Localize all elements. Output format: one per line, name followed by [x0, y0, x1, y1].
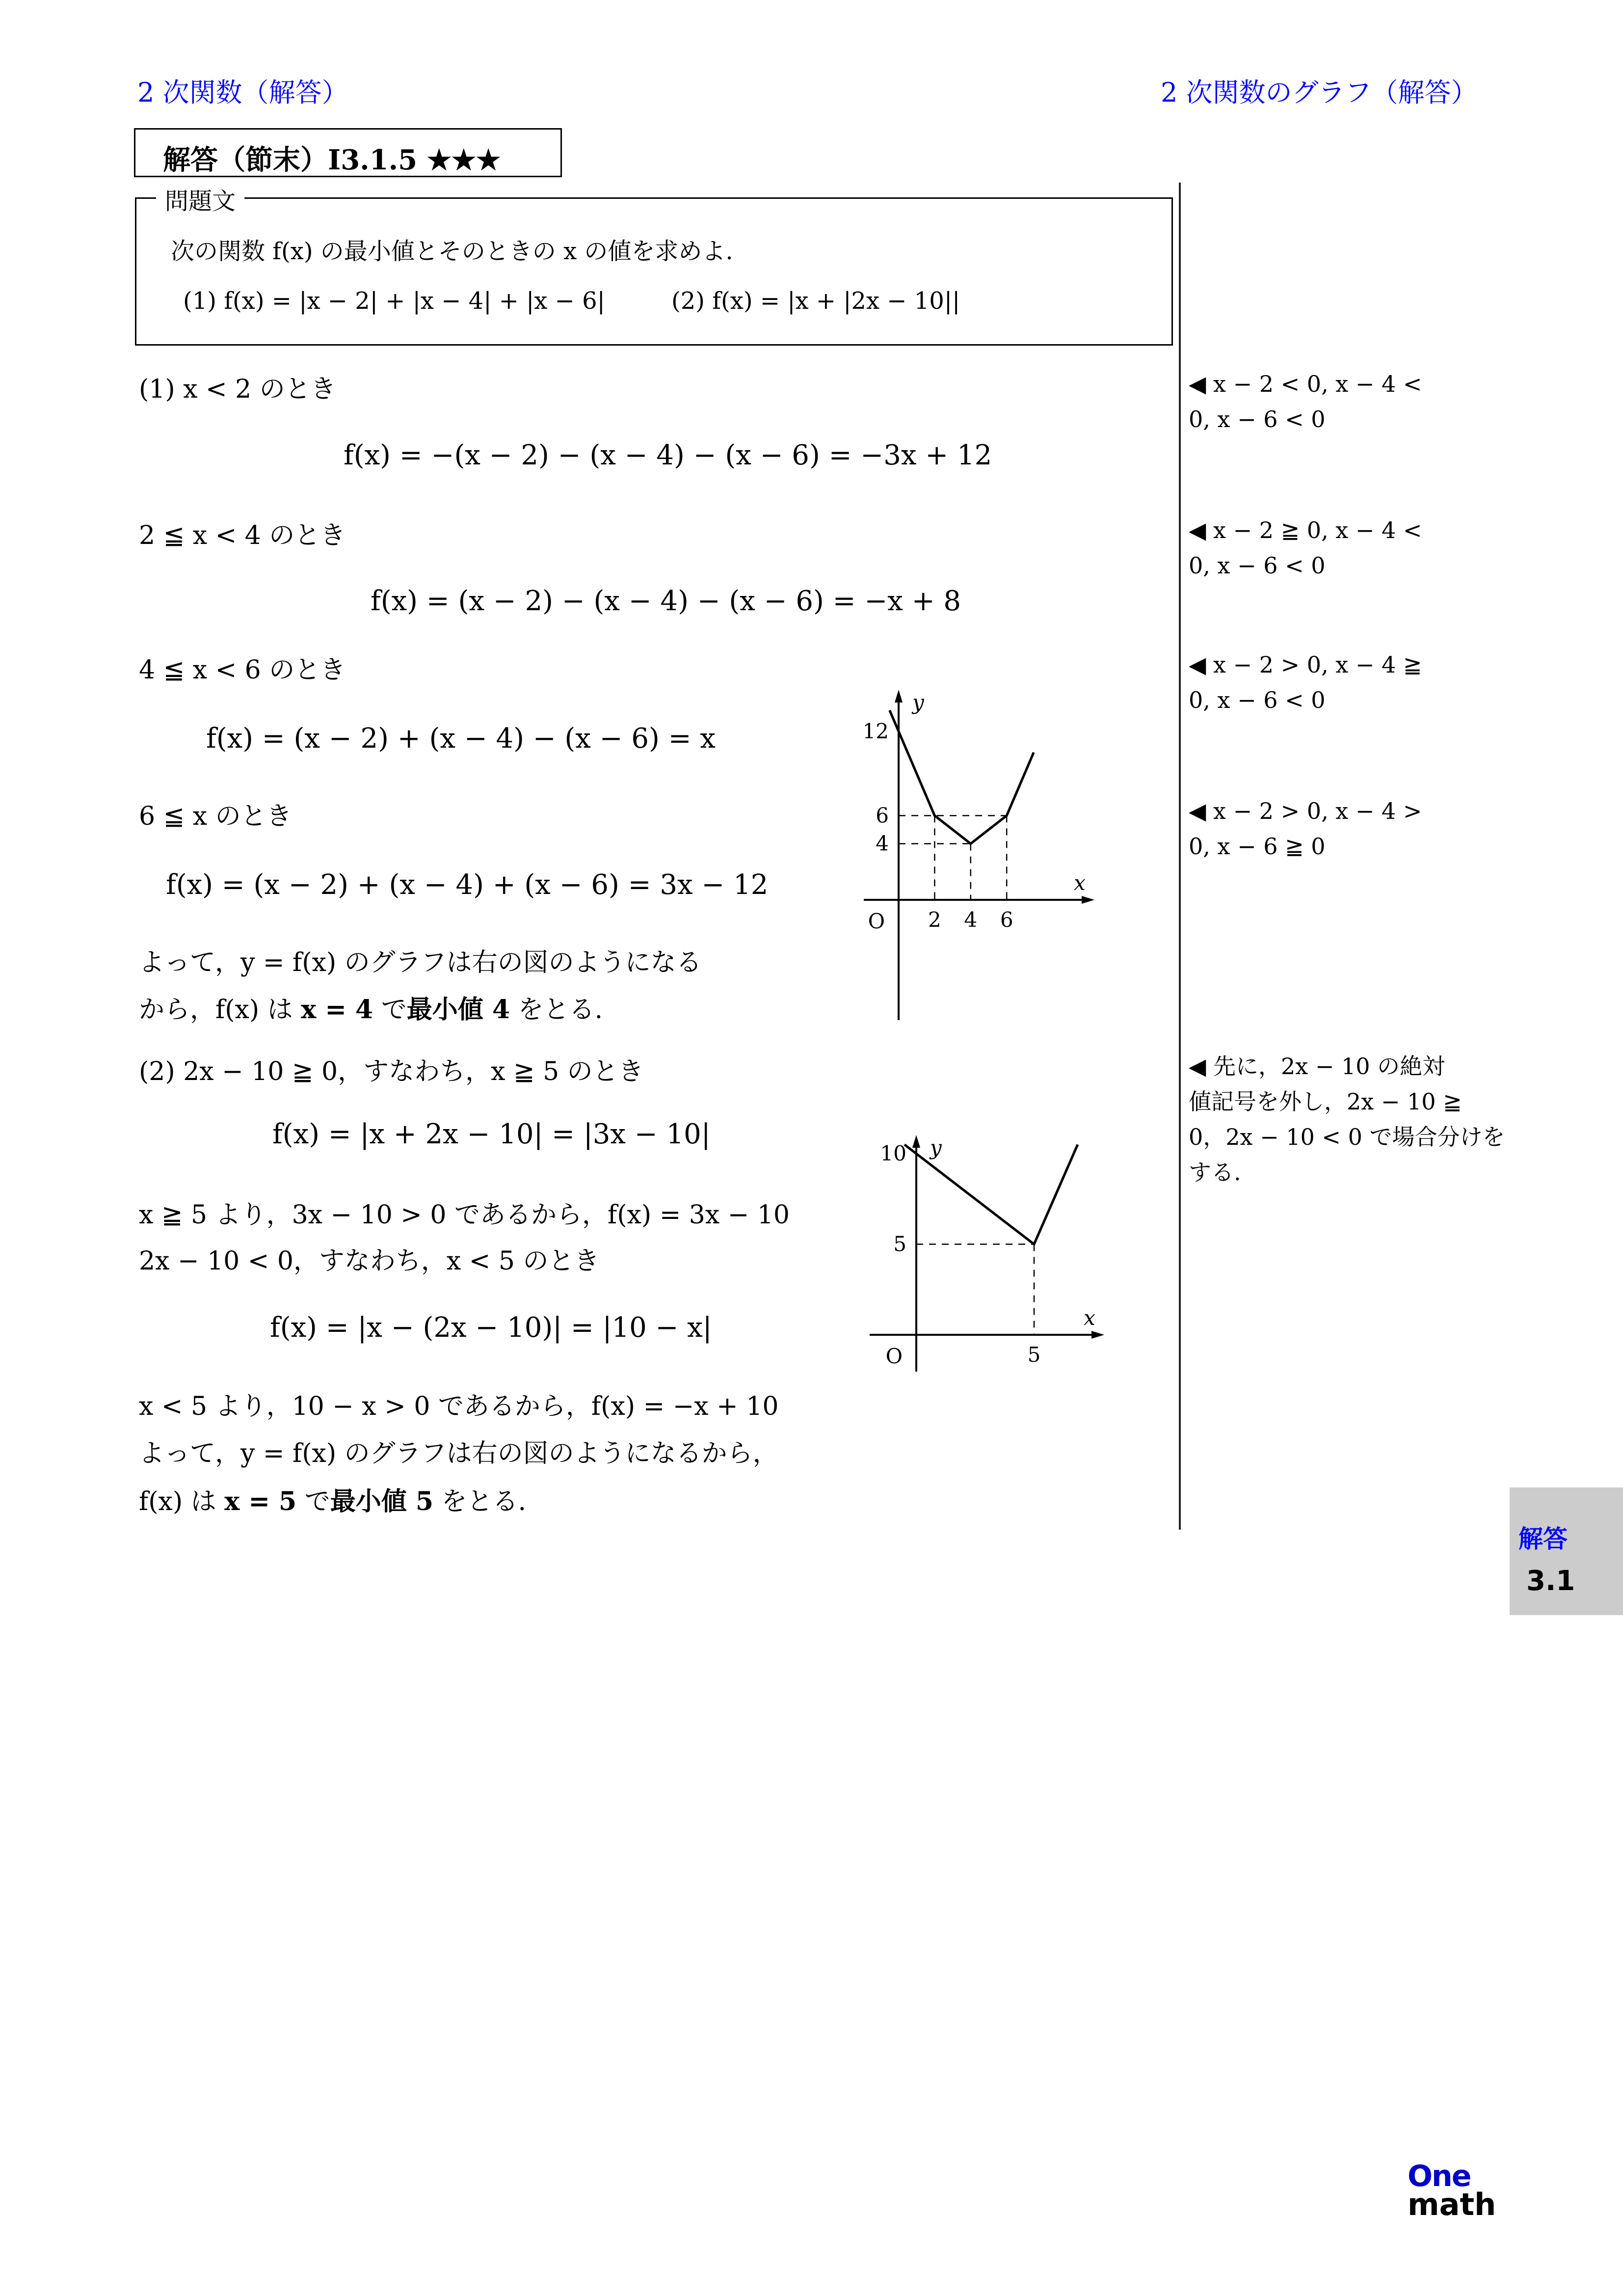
note-text: 先に，2x − 10 の絶対: [1213, 1053, 1445, 1080]
note-arrow-icon: ◀: [1189, 651, 1206, 678]
problem-legend: 問題文: [156, 182, 244, 216]
graph1-y-axis-arrow-icon: [895, 690, 903, 702]
note-arrow-icon: ◀: [1189, 371, 1206, 397]
graph2-y-axis-arrow-icon: [912, 1135, 920, 1148]
margin-note-5: [1189, 1049, 1505, 1190]
problem-title: 解答（節末）I3.1.5 ★★★: [163, 144, 501, 176]
p1-case2-equation: f(x) = (x − 2) − (x − 4) − (x − 6) = −x + 8: [371, 585, 961, 617]
side-tab-label: 解答: [1518, 1525, 1568, 1553]
p2-conclusion-line1: よって，y = f(x) のグラフは右の図のようになるから，: [139, 1439, 778, 1468]
note-arrow-icon: ◀: [1189, 798, 1206, 824]
note-text: 0, x − 6 < 0: [1189, 687, 1326, 713]
graph1-x-tick-label: 4: [964, 908, 978, 932]
p1-case3-equation: f(x) = (x − 2) + (x − 4) − (x − 6) = x: [206, 723, 716, 755]
onemath-logo: [1408, 2159, 1496, 2222]
p1-case4-condition: 6 ≦ x のとき: [139, 802, 292, 831]
note-arrow-icon: ◀: [1189, 517, 1206, 543]
graph1-origin-label: O: [868, 909, 885, 933]
p1-conclusion-line1: よって，y = f(x) のグラフは右の図のようになる: [139, 948, 702, 977]
p2-case2-result: x < 5 より，10 − x > 0 であるから，f(x) = −x + 10: [139, 1392, 779, 1421]
p2-case1-equation: f(x) = |x + 2x − 10| = |3x − 10|: [272, 1118, 711, 1150]
margin-note-1: [1189, 366, 1422, 437]
note-text: x − 2 ≧ 0, x − 4 <: [1213, 517, 1422, 543]
p1-answer-min: 最小値 4: [406, 995, 510, 1025]
note-text: 0, x − 6 < 0: [1189, 552, 1326, 579]
graph2-y-tick-label: 5: [893, 1232, 906, 1256]
note-text: x − 2 < 0, x − 4 <: [1213, 371, 1422, 397]
p2-concl-pre: f(x) は: [139, 1487, 225, 1516]
logo-math: math: [1408, 2187, 1496, 2222]
margin-note-4: [1189, 793, 1422, 864]
logo-one: One: [1408, 2159, 1471, 2193]
p2-case1-result: x ≧ 5 より，3x − 10 > 0 であるから，f(x) = 3x − 10: [139, 1200, 790, 1230]
p1-concl-post: をとる.: [510, 995, 603, 1025]
p1-case3-condition: 4 ≦ x < 6 のとき: [139, 655, 346, 685]
header-chapter: 2 次関数（解答）: [137, 77, 348, 108]
side-tab-number: 3.1: [1526, 1565, 1575, 1597]
graph1-y-tick-label: 12: [862, 719, 889, 743]
margin-note-3: [1189, 647, 1422, 718]
graph1-x-tick-label: 6: [1000, 908, 1013, 932]
note-text: 0，2x − 10 < 0 で場合分けを: [1189, 1124, 1505, 1150]
graph1-series-line: [890, 710, 1034, 844]
graph1-y-tick-label: 4: [876, 831, 889, 856]
graph2-x-axis-label: x: [1084, 1306, 1095, 1330]
graph1-x-tick-label: 2: [928, 908, 941, 932]
graph2-x-axis-arrow-icon: [1091, 1331, 1104, 1339]
note-text: する.: [1189, 1159, 1241, 1186]
graph1-y-axis-label: y: [912, 690, 924, 714]
note-text: 値記号を外し，2x − 10 ≧: [1189, 1088, 1462, 1115]
graph1-x-axis-arrow-icon: [1082, 896, 1094, 904]
p2-case2-equation: f(x) = |x − (2x − 10)| = |10 − x|: [270, 1312, 712, 1344]
p2-conclusion-line2: [139, 1481, 526, 1517]
p1-case1-equation: f(x) = −(x − 2) − (x − 4) − (x − 6) = −3x + 12: [344, 439, 992, 471]
p1-case4-equation: f(x) = (x − 2) + (x − 4) + (x − 6) = 3x − 12: [166, 869, 769, 901]
p2-concl-post: をとる.: [433, 1487, 527, 1516]
graph2-y-axis-label: y: [930, 1135, 942, 1160]
p2-case1-condition: (2) 2x − 10 ≧ 0，すなわち，x ≧ 5 のとき: [139, 1057, 644, 1086]
p1-concl-pre: から，f(x) は: [139, 995, 301, 1025]
p2-answer-min: 最小値 5: [330, 1486, 434, 1516]
problem-q1: (1) f(x) = |x − 2| + |x − 4| + |x − 6|: [183, 287, 605, 315]
p1-case2-condition: 2 ≦ x < 4 のとき: [139, 521, 346, 550]
graph2-x-tick-label: 5: [1027, 1343, 1041, 1367]
note-text: x − 2 > 0, x − 4 >: [1213, 798, 1422, 824]
graph1-x-axis-label: x: [1074, 871, 1086, 895]
problem-statement: 次の関数 f(x) の最小値とそのときの x の値を求めよ.: [171, 238, 733, 265]
note-text: 0, x − 6 ≧ 0: [1189, 833, 1326, 860]
note-text: x − 2 > 0, x − 4 ≧: [1213, 651, 1422, 678]
header-section: 2 次関数のグラフ（解答）: [1161, 77, 1478, 108]
chapter-side-tab[interactable]: [1510, 1487, 1623, 1615]
note-text: 0, x − 6 < 0: [1189, 406, 1326, 432]
note-arrow-icon: ◀: [1189, 1053, 1206, 1080]
problem-q2: (2) f(x) = |x + |2x − 10||: [671, 287, 960, 315]
p2-case2-condition: 2x − 10 < 0，すなわち，x < 5 のとき: [139, 1246, 600, 1276]
p1-answer-x: x = 4: [301, 995, 373, 1025]
graph2-y-tick-label: 10: [880, 1141, 906, 1165]
p1-concl-mid: で: [373, 995, 407, 1025]
p1-case1-condition: (1) x < 2 のとき: [139, 375, 336, 404]
p2-answer-x: x = 5: [224, 1486, 297, 1516]
p2-concl-mid: で: [296, 1487, 330, 1516]
graph1-y-tick-label: 6: [876, 803, 889, 828]
margin-note-2: [1189, 513, 1422, 583]
graph2-origin-label: O: [885, 1344, 903, 1368]
